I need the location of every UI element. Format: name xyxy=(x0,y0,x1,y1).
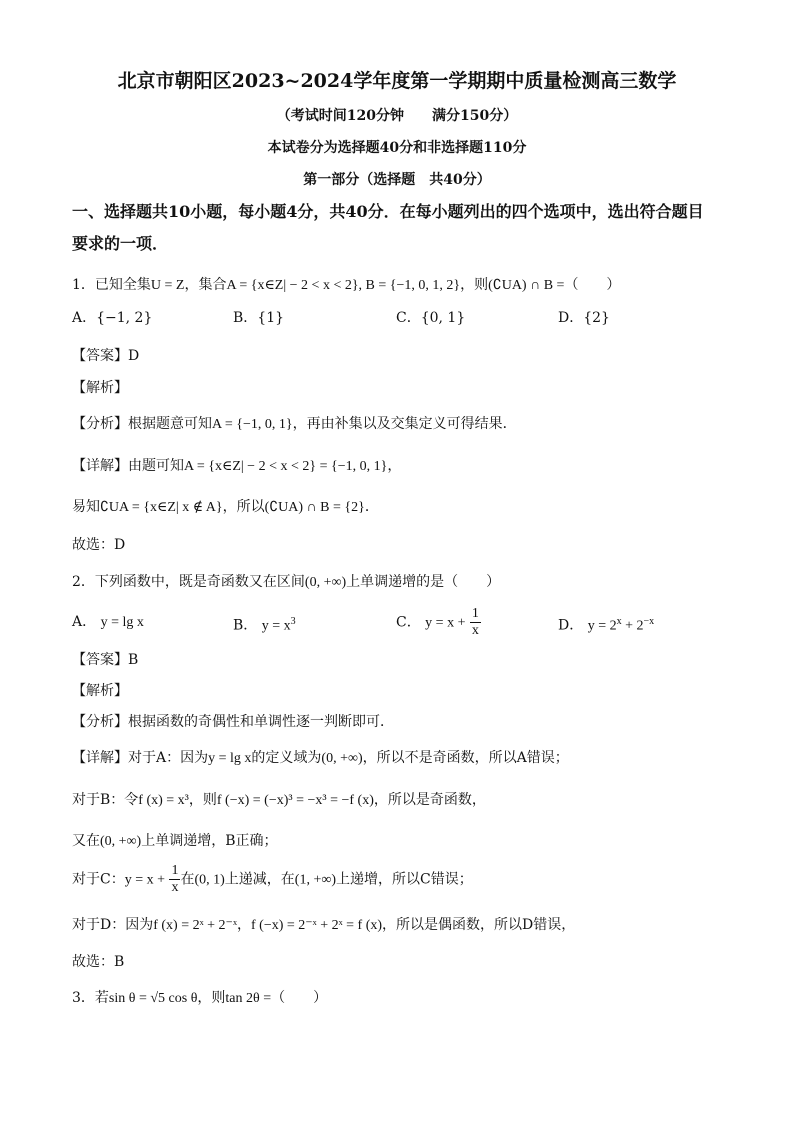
part-heading: 第一部分（选择题 共40分） xyxy=(303,172,491,188)
question-1-jiexi: 【解析】 xyxy=(72,380,128,396)
question-3-stem: 3．若sin θ = √5 cos θ，则tan 2θ =（ ） xyxy=(72,990,328,1006)
question-2-option-a: A． y = lg x xyxy=(72,614,144,630)
question-2-answer: 【答案】B xyxy=(72,652,139,668)
fraction: $\frac{1}{x}$ xyxy=(471,606,479,638)
question-2-xiangjie-c: 对于C：y = x + $\frac{1}{x}$ 在(0, 1)上递减，在(1, +∞)上递增，所以C错误； xyxy=(72,863,473,895)
question-1-guxuan: 故选：D xyxy=(72,537,126,553)
question-2-option-b: B． $y = x^3$ xyxy=(233,616,296,634)
question-1-stem: 1．已知全集U = Z，集合A = {x∈Z| − 2 < x < 2}, B = {−1, 0, 1, 2}，则(∁UA) ∩ B =（ ） xyxy=(72,277,621,293)
question-2-xiangjie-b: 对于B：令f (x) = x³，则f (−x) = (−x)³ = −x³ = −f (x)，所以是奇函数， xyxy=(72,792,486,808)
question-2-fenxi: 【分析】根据函数的奇偶性和单调性逐一判断即可． xyxy=(72,714,394,730)
question-2-option-d: D． $y = 2^x + 2^{-x}$ xyxy=(558,616,655,634)
question-1-option-a: A．{−1, 2} xyxy=(72,310,153,326)
question-2-xiangjie-b2: 又在(0, +∞)上单调递增，B正确； xyxy=(72,833,278,849)
question-1-option-b: B．{1} xyxy=(233,310,285,326)
question-1-option-c: C．{0, 1} xyxy=(396,310,466,326)
question-1-yizhi: 易知∁UA = {x∈Z| x ∉ A}，所以(∁UA) ∩ B = {2}． xyxy=(72,499,379,515)
section-instruction-line1: 一、选择题共10小题，每小题4分，共40分．在每小题列出的四个选项中，选出符合题目 xyxy=(72,202,704,221)
exam-subtitle-time: （考试时间120分钟 满分150分） xyxy=(276,108,518,124)
exam-title: 北京市朝阳区2023~2024学年度第一学期期中质量检测高三数学 xyxy=(117,70,677,92)
section-instruction-line2: 要求的一项． xyxy=(72,234,169,253)
question-2-xiangjie-d: 对于D：因为f (x) = 2ˣ + 2⁻ˣ，f (−x) = 2⁻ˣ + 2ˣ = f (x)，所以是偶函数，所以D错误， xyxy=(72,917,576,933)
question-2-jiexi: 【解析】 xyxy=(72,683,128,699)
question-1-fenxi: 【分析】根据题意可知A = {−1, 0, 1}，再由补集以及交集定义可得结果． xyxy=(72,416,517,432)
question-1-option-d: D．{2} xyxy=(558,310,610,326)
question-1-answer: 【答案】D xyxy=(72,348,140,364)
question-2-stem: 2．下列函数中，既是奇函数又在区间(0, +∞)上单调递增的是（ ） xyxy=(72,574,501,590)
question-2-option-c: C． y = x + $\frac{1}{x}$ xyxy=(396,606,479,638)
question-2-guxuan: 故选：B xyxy=(72,954,125,970)
exam-subtitle-score: 本试卷分为选择题40分和非选择题110分 xyxy=(267,140,527,156)
fraction: $\frac{1}{x}$ xyxy=(171,863,179,895)
question-2-xiangjie-a: 【详解】对于A：因为y = lg x的定义域为(0, +∞)，所以不是奇函数，所以A错误； xyxy=(72,750,569,766)
question-1-xiangjie: 【详解】由题可知A = {x∈Z| − 2 < x < 2} = {−1, 0, 1}， xyxy=(72,458,402,474)
